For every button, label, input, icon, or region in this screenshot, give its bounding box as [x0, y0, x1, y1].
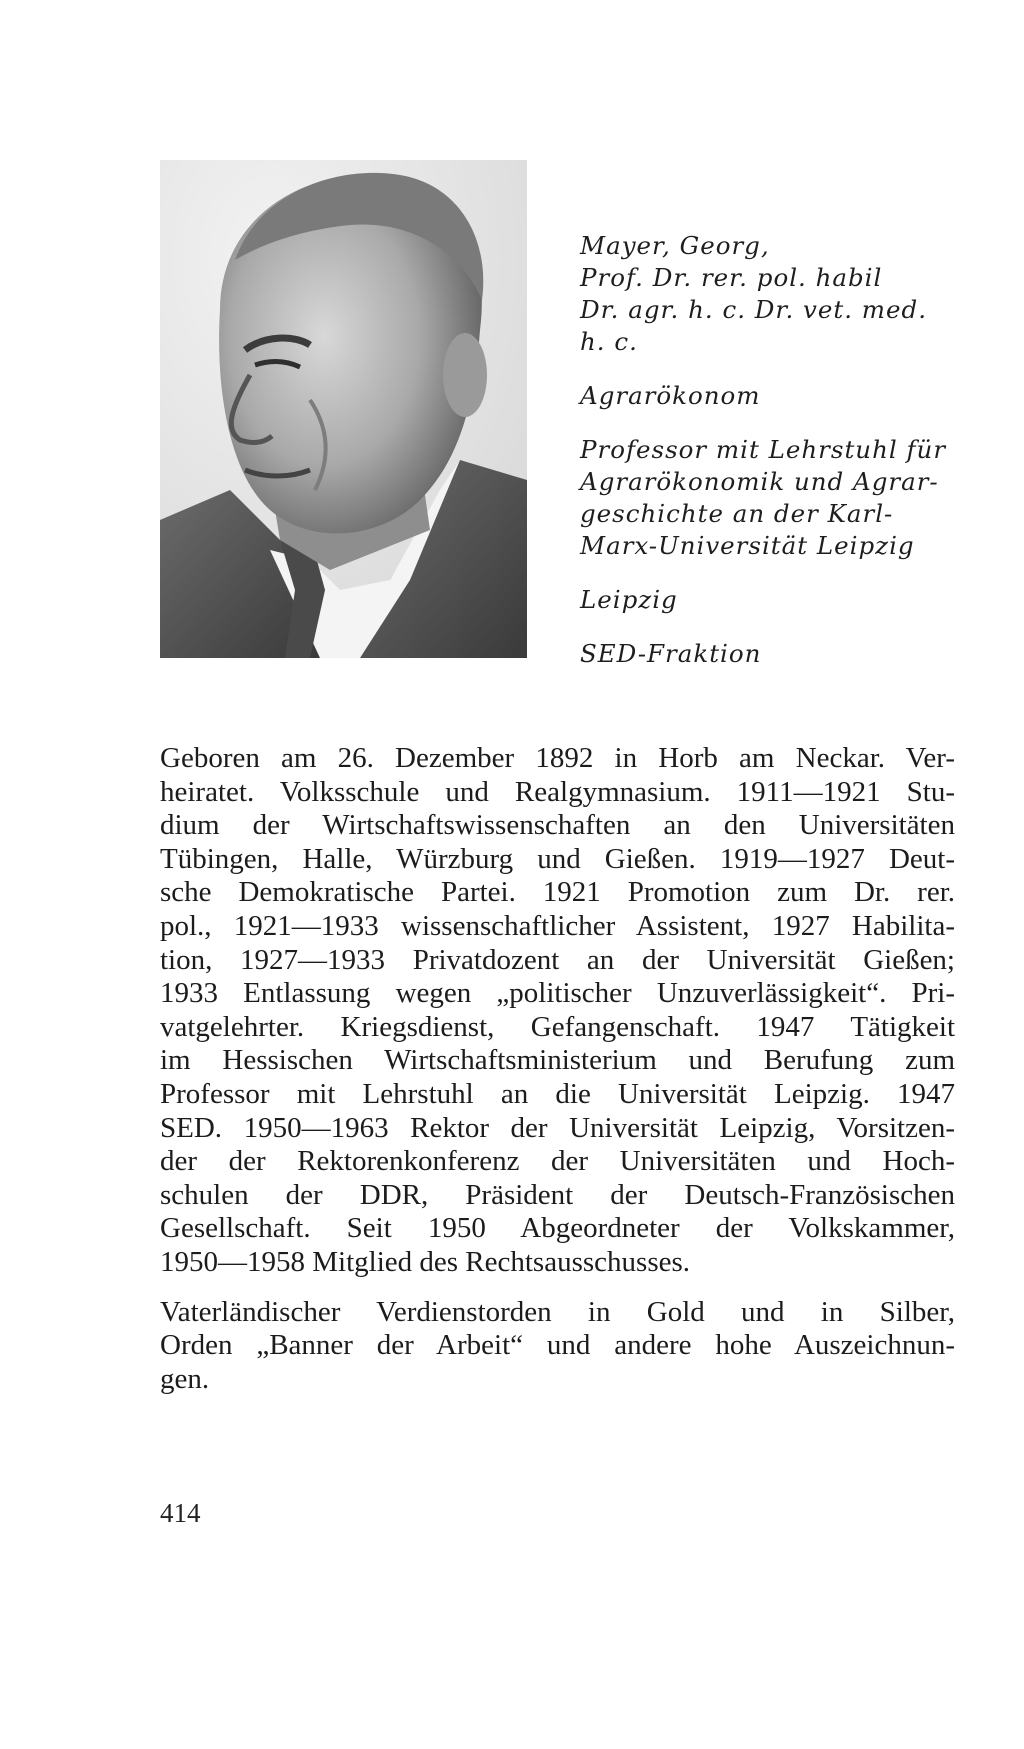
text-line: heiratet. Volksschule und Realgymnasium. 1911—1921 Stu- [160, 775, 955, 808]
text-line: SED. 1950—1963 Rektor der Universität Leipzig, Vorsitzen- [160, 1111, 955, 1144]
text-line: Gesellschaft. Seit 1950 Abgeordneter der Volkskammer, [160, 1212, 955, 1245]
name-line: Mayer, Georg, [580, 231, 770, 260]
text-line: Geboren am 26. Dezember 1892 in Horb am Neckar. Ver- [160, 742, 955, 774]
biography [160, 742, 955, 1412]
text-line: pol., 1921—1933 wissenschaftlicher Assistent, 1927 Habilita- [160, 909, 955, 942]
profession: Agrarökonom [580, 381, 761, 410]
title-line: Prof. Dr. rer. pol. habil [580, 263, 883, 292]
text-line: Vaterländischer Verdienstorden in Gold und in Silber, [160, 1295, 955, 1328]
position-line: geschichte an der Karl- [580, 499, 894, 528]
text-line: Professor mit Lehrstuhl an die Universität Leipzig. 1947 [160, 1077, 955, 1110]
text-line: gen. [160, 1362, 210, 1395]
position-line: Agrarökonomik und Agrar- [580, 467, 939, 496]
page-number: 414 [160, 1498, 201, 1528]
awards-paragraph [160, 1296, 955, 1397]
text-line: der der Rektorenkonferenz der Universitäten und Hoch- [160, 1145, 955, 1178]
biography-paragraph [160, 742, 955, 1280]
name-and-titles [580, 230, 980, 358]
text-line: 1933 Entlassung wegen „politischer Unzuverlässigkeit“. Pri- [160, 977, 955, 1010]
position-line: Professor mit Lehrstuhl für [580, 435, 947, 464]
text-line: Tübingen, Halle, Würzburg und Gießen. 1919—1927 Deut- [160, 842, 955, 875]
portrait-photo [160, 160, 527, 658]
text-line: Orden „Banner der Arbeit“ und andere hohe Auszeichnun- [160, 1329, 955, 1362]
position [580, 434, 980, 562]
position-line: Marx-Universität Leipzig [580, 531, 915, 560]
faction: SED-Fraktion [580, 639, 762, 668]
text-line: schulen der DDR, Präsident der Deutsch-Französischen [160, 1178, 955, 1211]
text-line: tion, 1927—1933 Privatdozent an der Universität Gießen; [160, 943, 955, 976]
text-line: im Hessischen Wirtschaftsministerium und Berufung zum [160, 1044, 955, 1077]
text-line: 1950—1958 Mitglied des Rechtsausschusses. [160, 1245, 691, 1278]
text-line: dium der Wirtschaftswissenschaften an den Universitäten [160, 809, 955, 842]
city: Leipzig [580, 585, 678, 614]
text-line: sche Demokratische Partei. 1921 Promotion zum Dr. rer. [160, 876, 955, 909]
entry-header [580, 230, 980, 692]
portrait-image [160, 160, 527, 658]
title-line: Dr. agr. h. c. Dr. vet. med. [580, 295, 927, 324]
text-line: vatgelehrter. Kriegsdienst, Gefangenschaft. 1947 Tätigkeit [160, 1010, 955, 1043]
title-line: h. c. [580, 327, 638, 356]
